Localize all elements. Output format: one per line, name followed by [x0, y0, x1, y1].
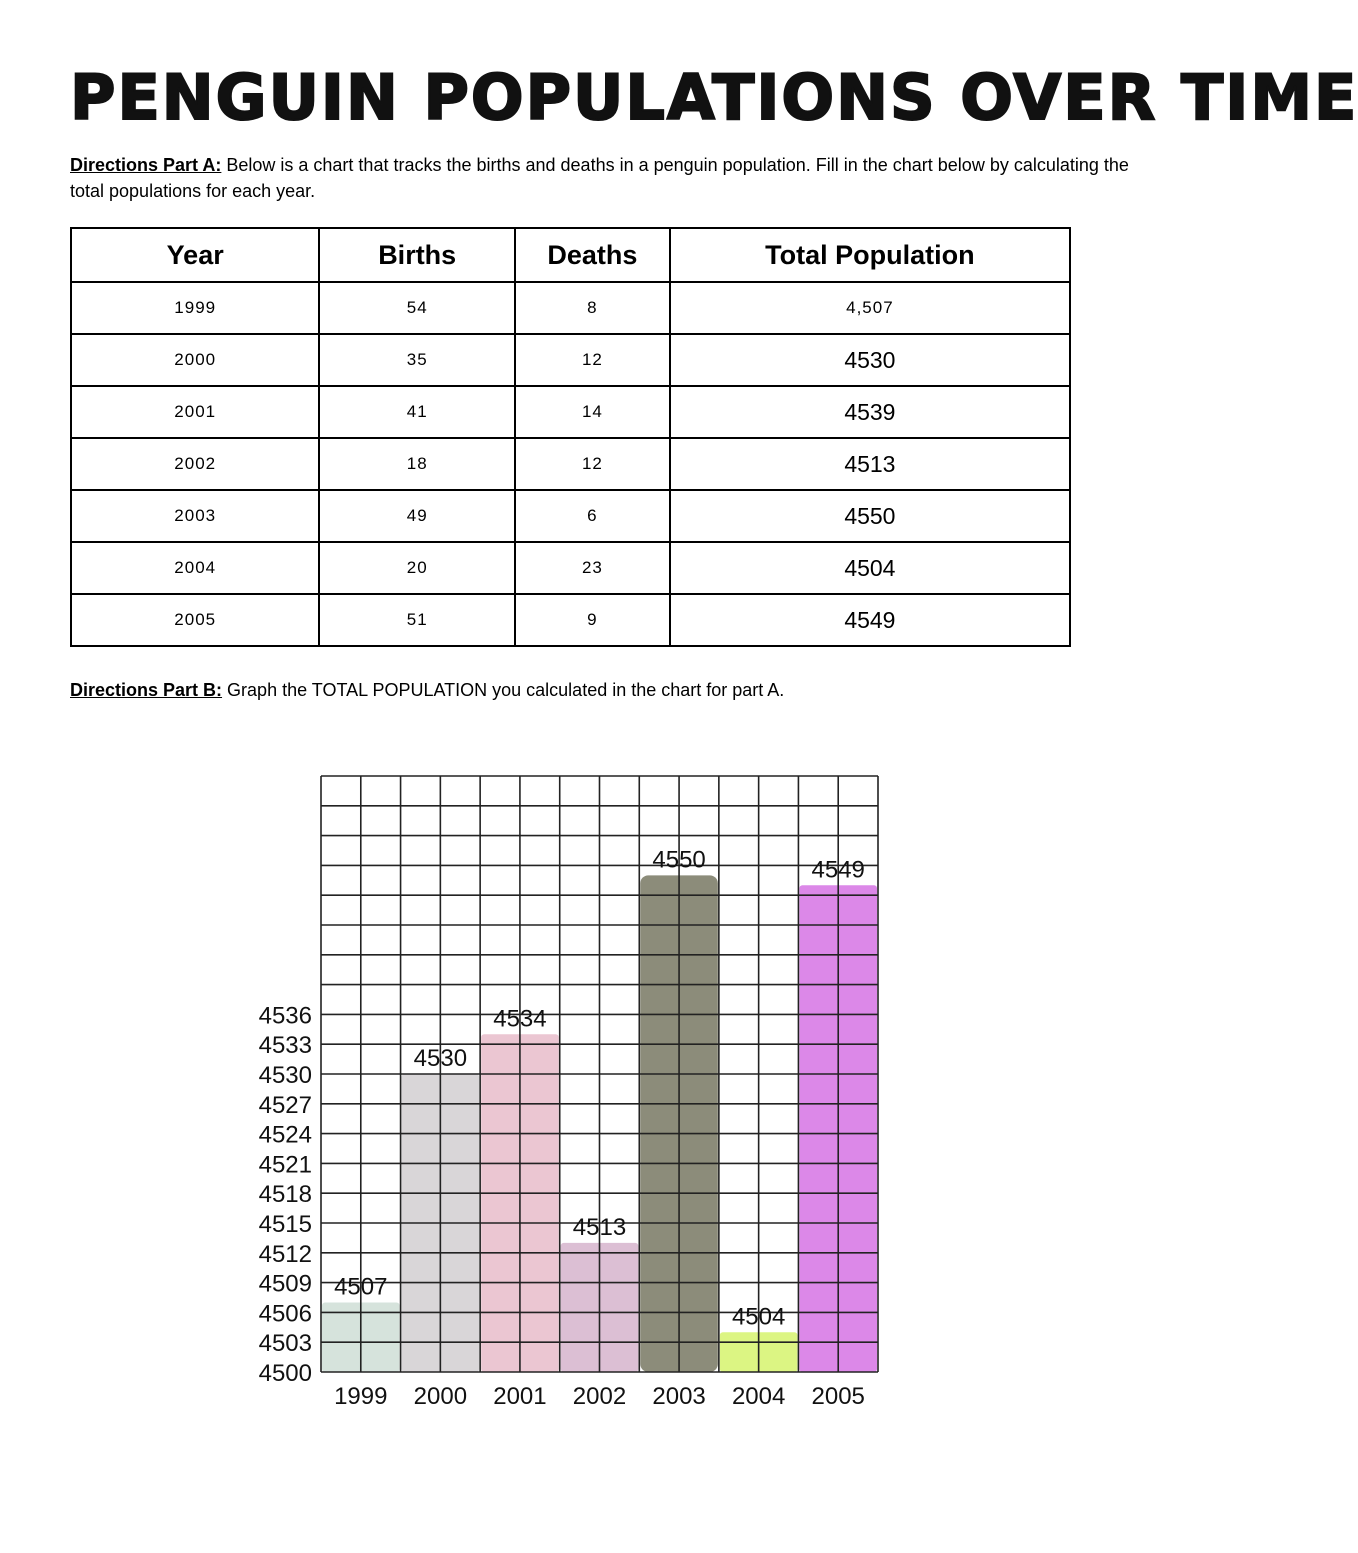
- y-tick-label: 4521: [258, 1151, 312, 1179]
- cell-year: 2001: [71, 386, 319, 438]
- x-tick-label: 2001: [493, 1383, 547, 1410]
- page-title: PENGUIN POPULATIONS OVER TIME: [70, 61, 1358, 134]
- y-tick-label: 4536: [258, 1002, 312, 1030]
- cell-deaths: 12: [515, 334, 670, 386]
- cell-total: 4530: [670, 334, 1070, 386]
- bar-value-label: 4504: [731, 1303, 786, 1331]
- header-deaths: Deaths: [515, 228, 670, 282]
- bar-value-label: 4513: [572, 1213, 627, 1241]
- y-tick-label: 4518: [258, 1181, 312, 1209]
- bar-value-label: 4507: [334, 1273, 388, 1301]
- y-tick-label: 4524: [258, 1121, 312, 1149]
- y-tick-label: 4530: [258, 1062, 312, 1089]
- x-tick-label: 2003: [652, 1383, 706, 1410]
- directions-part-b-lead: Directions Part B:: [70, 680, 223, 700]
- y-axis-labels: [259, 1002, 312, 1387]
- bar-value-label: 4550: [652, 846, 706, 874]
- cell-year: 2004: [71, 542, 319, 594]
- cell-year: 2003: [71, 490, 319, 542]
- x-tick-label: 2000: [413, 1383, 468, 1410]
- cell-deaths: 23: [515, 542, 670, 594]
- bar-value-label: 4534: [493, 1005, 547, 1033]
- y-tick-label: 4500: [258, 1360, 312, 1387]
- cell-births: 35: [319, 334, 515, 386]
- cell-deaths: 14: [515, 386, 670, 438]
- x-axis-labels: [334, 1383, 865, 1410]
- cell-total: 4504: [670, 542, 1070, 594]
- y-tick-label: 4533: [258, 1032, 312, 1060]
- y-tick-label: 4527: [258, 1091, 312, 1119]
- cell-year: 1999: [71, 282, 319, 334]
- cell-total: 4549: [670, 594, 1070, 646]
- cell-year: 2002: [71, 438, 319, 490]
- directions-part-a-lead: Directions Part A:: [70, 155, 222, 175]
- cell-births: 54: [319, 282, 515, 334]
- directions-part-b-text: Graph the TOTAL POPULATION you calculated in the chart for part A.: [222, 680, 785, 700]
- x-tick-label: 2005: [811, 1383, 865, 1410]
- cell-births: 49: [319, 490, 515, 542]
- y-tick-label: 4509: [258, 1270, 312, 1298]
- cell-total: 4550: [670, 490, 1070, 542]
- bar-value-label: 4549: [811, 856, 865, 884]
- x-tick-label: 1999: [334, 1383, 388, 1410]
- cell-births: 51: [319, 594, 515, 646]
- cell-deaths: 6: [515, 490, 670, 542]
- cell-births: 18: [319, 438, 515, 490]
- header-births: Births: [319, 228, 515, 282]
- header-total-population: Total Population: [670, 228, 1070, 282]
- y-tick-label: 4515: [258, 1211, 312, 1238]
- x-tick-label: 2002: [572, 1383, 627, 1410]
- cell-year: 2005: [71, 594, 319, 646]
- cell-births: 20: [319, 542, 515, 594]
- y-tick-label: 4506: [258, 1300, 312, 1328]
- bar-value-label: 4530: [413, 1045, 468, 1072]
- cell-births: 41: [319, 386, 515, 438]
- cell-total: 4,507: [670, 282, 1070, 334]
- y-tick-label: 4512: [258, 1240, 312, 1268]
- cell-deaths: 9: [515, 594, 670, 646]
- chart-grid: [321, 776, 878, 1372]
- cell-total: 4513: [670, 438, 1070, 490]
- cell-deaths: 12: [515, 438, 670, 490]
- cell-year: 2000: [71, 334, 319, 386]
- cell-deaths: 8: [515, 282, 670, 334]
- directions-part-a-text: Below is a chart that tracks the births and deaths in a penguin population. Fill in the chart below by calculating the total populations for each year.: [70, 155, 1129, 201]
- cell-total: 4539: [670, 386, 1070, 438]
- header-year: Year: [71, 228, 319, 282]
- x-tick-label: 2004: [731, 1383, 786, 1410]
- y-tick-label: 4503: [258, 1330, 312, 1358]
